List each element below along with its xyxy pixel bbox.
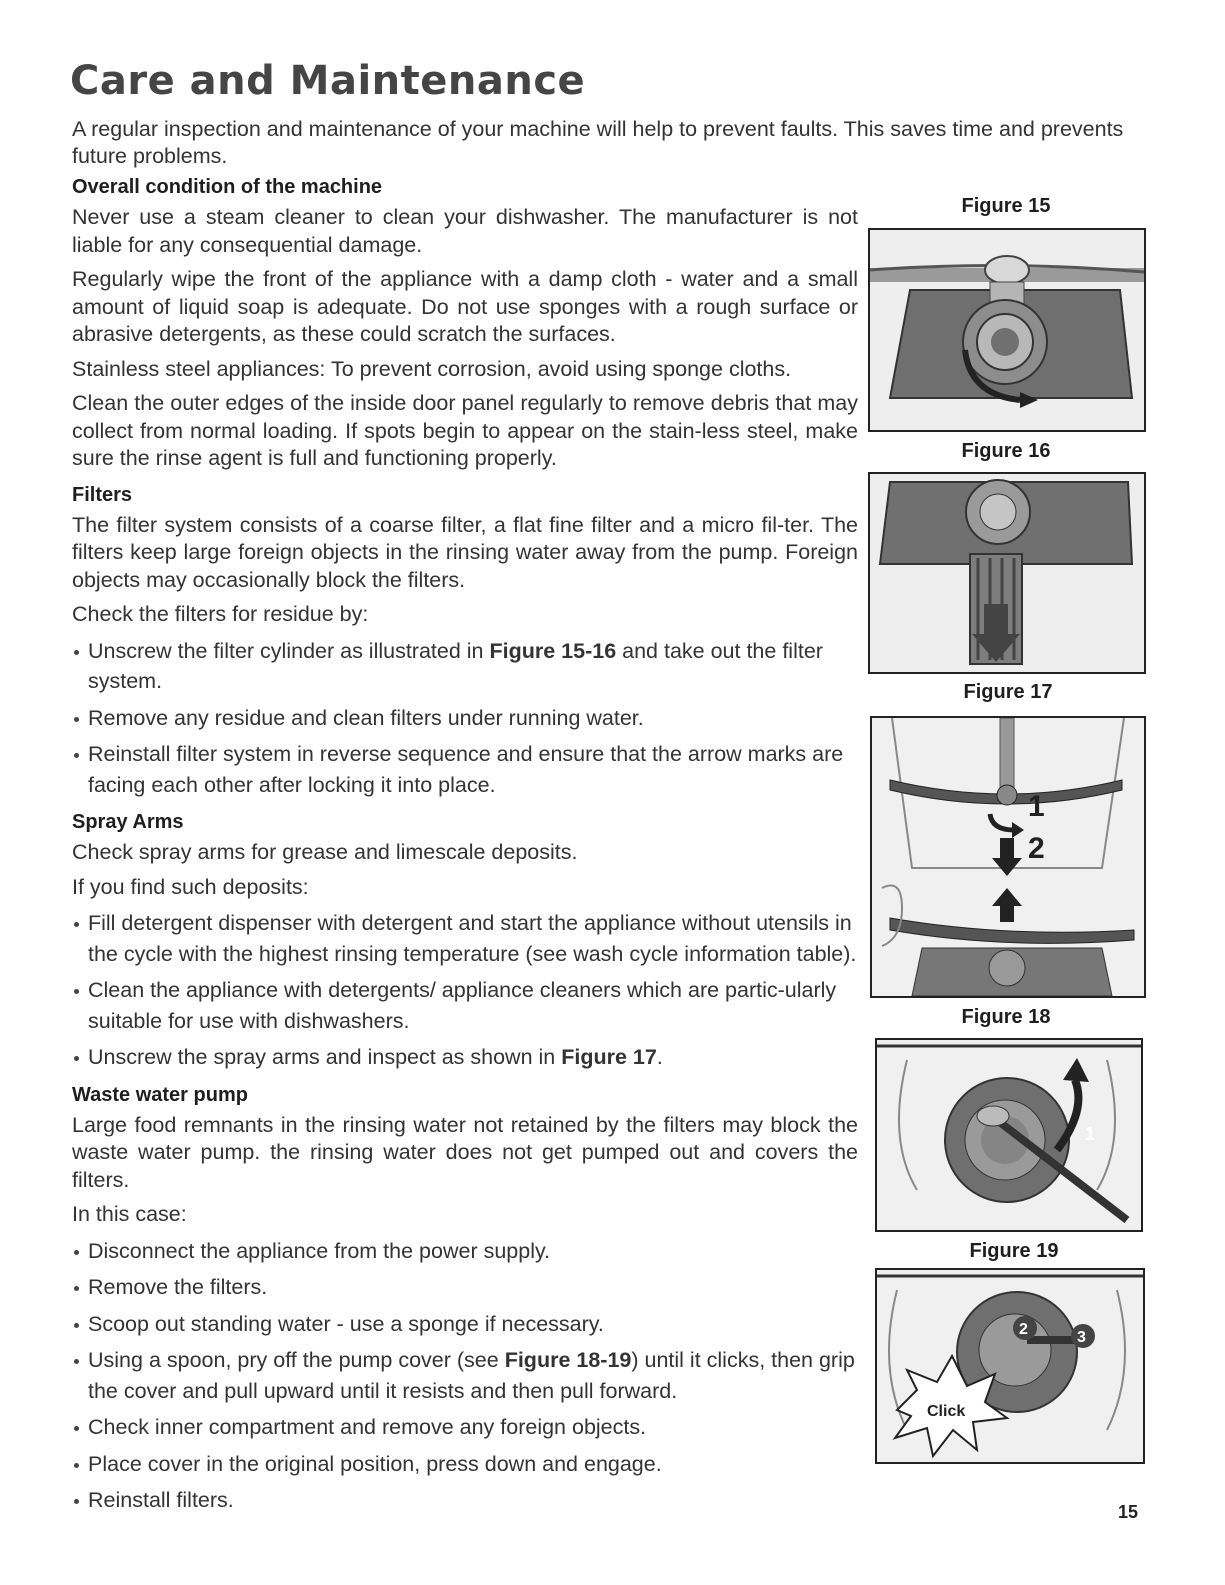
paragraph: The filter system consists of a coarse filter, a flat fine filter and a micro fil-ter. The filters keep large foreign objects in the rinsing water away from the pump. Foreign objects may occasionally block the filters. [72, 512, 858, 592]
spray-arms-illustration [872, 718, 1144, 996]
list-item: Reinstall filter system in reverse sequence and ensure that the arrow marks are facing each other after locking it into place. [72, 739, 858, 800]
page-title: Care and Maintenance [70, 58, 586, 104]
figure-reference: Figure 18-19 [504, 1348, 632, 1372]
step-1-label: 1 [1085, 1124, 1096, 1144]
list-item: Unscrew the spray arms and inspect as shown in Figure 17. [72, 1042, 858, 1073]
bullet-list [72, 636, 858, 801]
figure-19-label: Figure 19 [969, 1240, 1059, 1262]
bullet-list [72, 1236, 858, 1516]
step-3-label: 3 [1077, 1329, 1086, 1346]
click-label: Click [927, 1403, 966, 1420]
filter-unscrew-illustration [870, 230, 1144, 430]
paragraph: Stainless steel appliances: To prevent corrosion, avoid using sponge cloths. [72, 356, 792, 381]
figure-17-illustration [870, 716, 1146, 998]
pump-cover-click-illustration [877, 1270, 1143, 1462]
section-overall-condition [72, 175, 858, 473]
figure-17-label: Figure 17 [963, 681, 1053, 703]
paragraph: Regularly wipe the front of the appliance with a damp cloth - water and a small amount of liquid soap is adequate. Do not use sponges with a rough surface or abrasive detergents, as these could scratch the surfaces. [72, 267, 858, 346]
section-heading: Overall condition of the machine [72, 176, 383, 198]
paragraph: Clean the outer edges of the inside door panel regularly to remove debris that may collect from normal loading. If spots begin to appear on the stain-less steel, make sure the rinse agent is full and functioning properly. [72, 391, 858, 470]
figure-16-illustration [868, 472, 1146, 674]
figure-15-label: Figure 15 [961, 195, 1051, 217]
figure-reference: Figure 15-16 [489, 638, 617, 663]
paragraph: Check spray arms for grease and limescale deposits. [72, 840, 578, 864]
figure-reference: Figure 17 [561, 1045, 657, 1069]
list-item: Disconnect the appliance from the power supply. [72, 1236, 858, 1267]
bullet-list [72, 908, 858, 1073]
section-filters [72, 483, 858, 801]
list-item: Using a spoon, pry off the pump cover (see Figure 18-19) until it clicks, then grip the cover and pull upward until it resists and then pull forward. [72, 1345, 858, 1406]
list-item: Check inner compartment and remove any foreign objects. [72, 1412, 858, 1443]
step-1-label: 1 [1028, 790, 1045, 823]
filter-removal-illustration [870, 474, 1144, 672]
list-item: Fill detergent dispenser with detergent and start the appliance without utensils in the cycle with the highest rinsing temperature (see wash cycle information table). [72, 908, 858, 969]
pump-cover-pry-illustration [877, 1040, 1141, 1230]
figure-16-label: Figure 16 [961, 440, 1051, 462]
page-number: 15 [1118, 1502, 1139, 1522]
figure-19-illustration [875, 1268, 1145, 1464]
list-item: Clean the appliance with detergents/ appliance cleaners which are partic-ularly suitable for use with dishwashers. [72, 975, 858, 1036]
section-spray-arms [72, 810, 858, 1073]
list-item: Scoop out standing water - use a sponge if necessary. [72, 1309, 858, 1340]
paragraph: In this case: [72, 1202, 187, 1226]
paragraph: Check the filters for residue by: [72, 602, 369, 626]
list-item: Reinstall filters. [72, 1485, 858, 1516]
list-item: Remove the filters. [72, 1272, 858, 1303]
figure-18-illustration [875, 1038, 1143, 1232]
main-column [72, 175, 858, 1526]
paragraph: Large food remnants in the rinsing water not retained by the filters may block the waste water pump. the rinsing water does not get pumped out and covers the filters. [72, 1112, 858, 1192]
section-heading: Spray Arms [72, 811, 184, 833]
paragraph: Never use a steam cleaner to clean your dishwasher. The manufacturer is not liable for any consequential damage. [72, 205, 858, 257]
paragraph: If you find such deposits: [72, 874, 309, 899]
list-item: Unscrew the filter cylinder as illustrated in Figure 15-16 and take out the filter system. [72, 636, 858, 697]
figure-15-illustration [868, 228, 1146, 432]
step-2-label: 2 [1028, 832, 1045, 865]
section-heading: Waste water pump [72, 1083, 248, 1106]
step-2-label: 2 [1019, 1321, 1028, 1338]
section-waste-water-pump [72, 1083, 858, 1516]
figure-18-label: Figure 18 [961, 1006, 1051, 1028]
intro-paragraph: A regular inspection and maintenance of your machine will help to prevent faults. This saves time and prevents future problems. [72, 117, 1124, 168]
list-item: Remove any residue and clean filters under running water. [72, 703, 858, 734]
section-heading: Filters [72, 483, 133, 506]
list-item: Place cover in the original position, press down and engage. [72, 1449, 858, 1480]
